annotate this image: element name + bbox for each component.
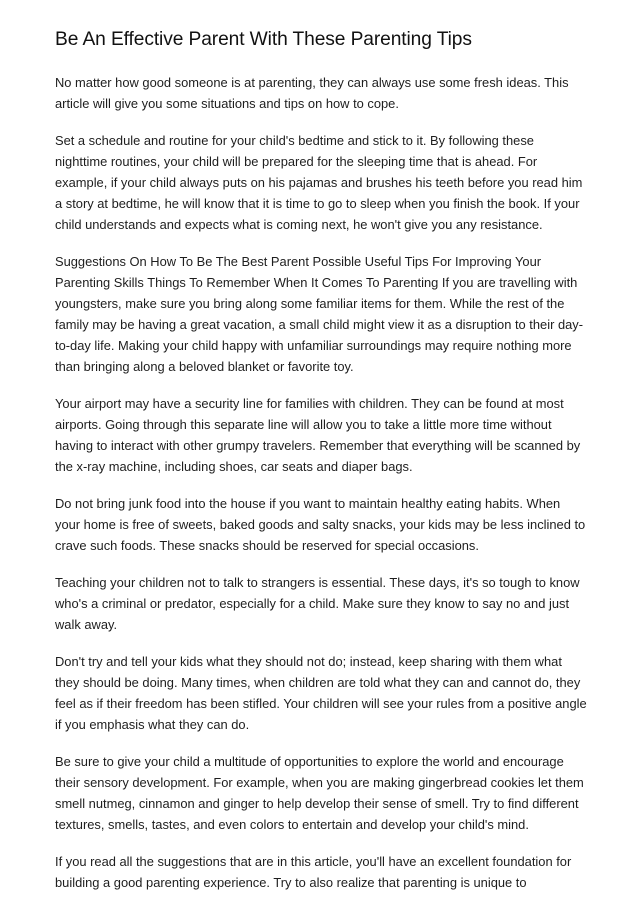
paragraph-conclusion: If you read all the suggestions that are in this article, you'll have an excellent foundation for building a good parenting experience. Try to also realize that parenting is unique to xyxy=(55,854,572,890)
paragraph-airport-security: Your airport may have a security line for families with children. They can be found at most airports. Going through this separate line will allow you to take a little more time without having to interact with other grumpy travelers. Remember that everything will be scanned by the x-ray machine, including shoes, car seats and diaper bags. xyxy=(55,396,581,474)
paragraph-bedtime-routine: Set a schedule and routine for your child's bedtime and stick to it. By following these nighttime routines, your child will be prepared for the sleeping time that is ahead. For example, if your child always puts on his pajamas and brushes his teeth before you read him a story at bedtime, he will know that it is time to go to sleep when you finish the book. If your child understands and expects what is coming next, he won't give you any resistance. xyxy=(55,133,583,232)
paragraph-junk-food: Do not bring junk food into the house if you want to maintain healthy eating habits. When your home is free of sweets, baked goods and salty snacks, your kids may be less inclined to crave such foods. These snacks should be reserved for special occasions. xyxy=(55,496,586,553)
page-title: Be An Effective Parent With These Parenting Tips xyxy=(55,29,472,50)
paragraph-travelling: Suggestions On How To Be The Best Parent Possible Useful Tips For Improving Your Parenting Skills Things To Remember When It Comes To Parenting If you are travelling with youngsters, make sure you bring along some familiar items for them. While the rest of the family may be having a great vacation, a small child might view it as a disruption to their day-to-day life. Making your child happy with unfamiliar surroundings may require nothing more than bringing along a beloved blanket or favorite toy. xyxy=(55,254,584,374)
paragraph-intro: No matter how good someone is at parenting, they can always use some fresh ideas. This article will give you some situations and tips on how to cope. xyxy=(55,75,569,111)
paragraph-sensory-development: Be sure to give your child a multitude of opportunities to explore the world and encourage their sensory development. For example, when you are making gingerbread cookies let them smell nutmeg, cinnamon and ginger to help develop their sense of smell. Try to find different textures, smells, tastes, and even colors to entertain and develop your child's mind. xyxy=(55,754,584,832)
paragraph-positive-rules: Don't try and tell your kids what they should not do; instead, keep sharing with them what they should be doing. Many times, when children are told what they can and cannot do, they feel as if their freedom has been stifled. Your children will see your rules from a positive angle if you emphasis what they can do. xyxy=(55,654,587,732)
paragraph-strangers: Teaching your children not to talk to strangers is essential. These days, it's so tough to know who's a criminal or predator, especially for a child. Make sure they know to say no and just walk away. xyxy=(55,575,580,632)
